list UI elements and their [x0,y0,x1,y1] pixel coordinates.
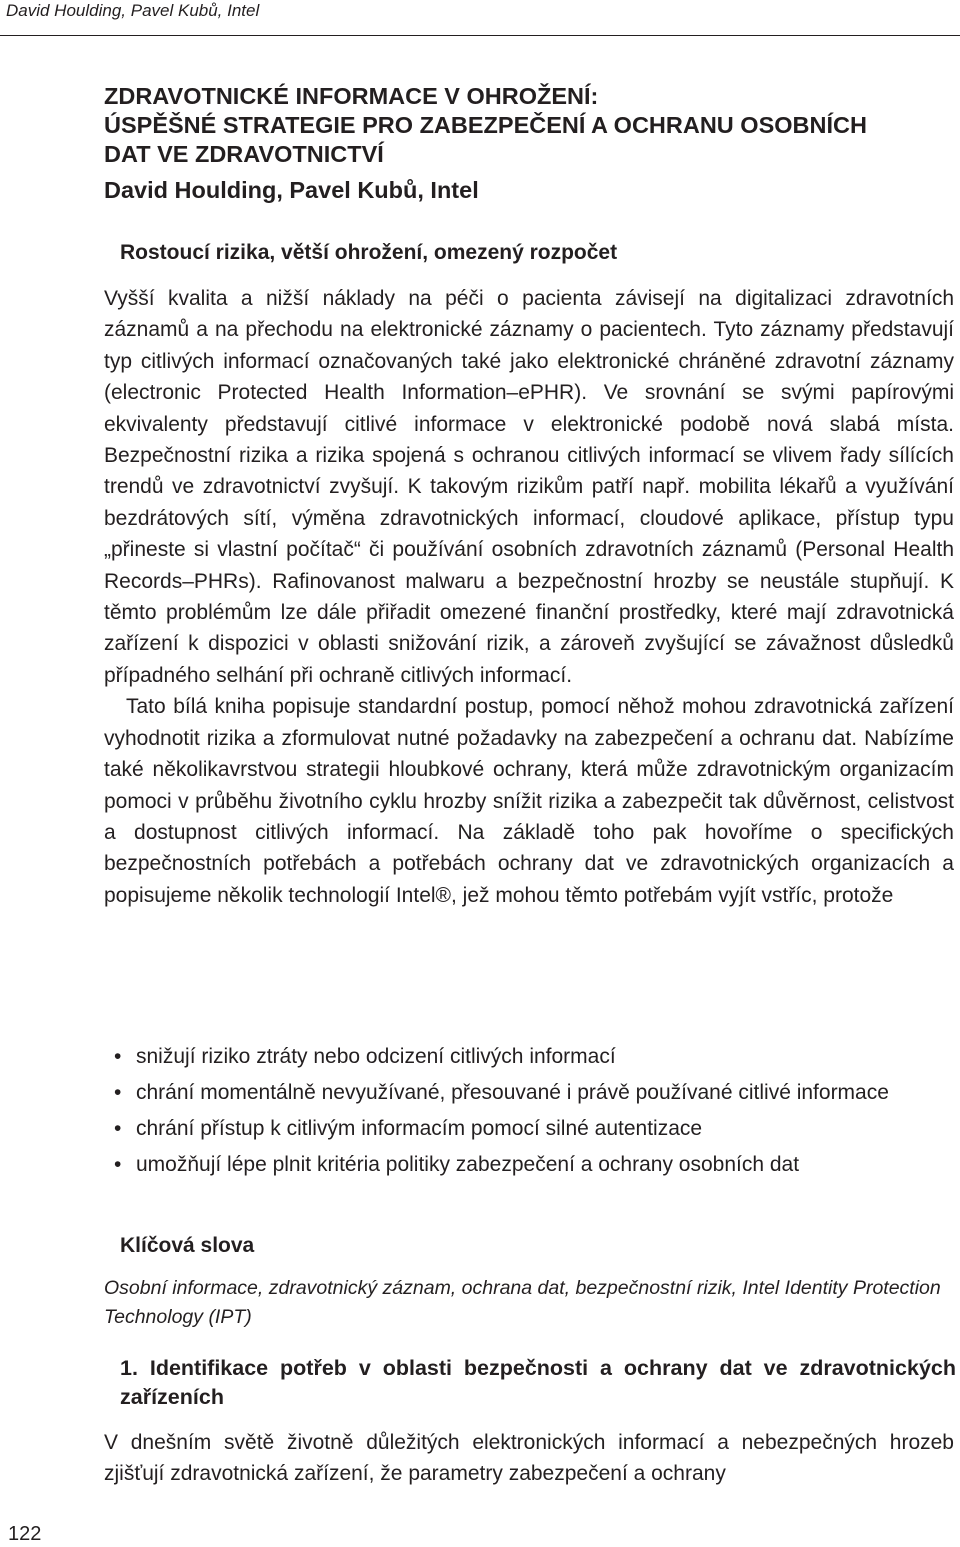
bullet-icon: • [114,1045,122,1068]
intro-heading: Rostoucí rizika, větší ohrožení, omezený rozpočet [120,241,618,264]
list-item [104,1150,954,1179]
article-title [104,82,934,169]
page-number: 122 [8,1523,42,1545]
article-authors: David Houlding, Pavel Kubů, Intel [104,177,479,203]
list-item-text: umožňují lépe plnit kritéria politiky zabezpečení a ochrany osobních dat [136,1153,800,1176]
list-item-text: chrání momentálně nevyužívané, přesouvané i právě používané citlivé informace [136,1081,889,1104]
bullet-icon: • [114,1081,122,1104]
intro-body [104,283,954,911]
bullet-icon: • [114,1117,122,1140]
list-item [104,1114,954,1143]
paragraph: Tato bílá kniha popisuje standardní postup, pomocí něhož mohou zdravotnická zařízení vyhodnotit rizika a zformulovat nutné požadavky na zabezpečení a ochranu dat. Nabízíme také několikavrstvou strategii hloubkové ochrany, která může zdravotnickým organizacím pomoci v průběhu životního cyklu hrozby snížit rizika a zabezpečit tak důvěrnost, celistvost a dostupnost citlivých informací. Na základě toho pak hovoříme o specifických bezpečnostních potřebách a potřebách ochrany dat ve zdravotnických organizacích a popisujeme několik technologií Intel®, jež mohou těmto potřebám vyjít vstříc, protože [104,695,954,907]
section-body [104,1427,954,1490]
article-title-line: DAT VE ZDRAVOTNICTVÍ [104,141,384,167]
list-item-text: snižují riziko ztráty nebo odcizení citlivých informací [136,1045,616,1068]
keywords-text: Osobní informace, zdravotnický záznam, ochrana dat, bezpečnostní rizik, Intel Identity Protection Technology (IPT) [104,1277,941,1328]
bullet-icon: • [114,1153,122,1176]
running-header: David Houlding, Pavel Kubů, Intel [6,1,260,20]
list-item [104,1078,954,1107]
header-divider [0,35,960,36]
benefits-list [104,1042,954,1186]
section-heading: 1. Identifikace potřeb v oblasti bezpečnosti a ochrany dat ve zdravotnických zařízeních [120,1356,956,1409]
paragraph: V dnešním světě životně důležitých elektronických informací a nebezpečných hrozeb zjišťují zdravotnická zařízení, že parametry zabezpečení a ochrany [104,1431,954,1486]
article-title-line: ZDRAVOTNICKÉ INFORMACE V OHROŽENÍ: [104,83,599,109]
list-item-text: chrání přístup k citlivým informacím pomocí silné autentizace [136,1117,703,1140]
paragraph: Vyšší kvalita a nižší náklady na péči o pacienta závisejí na digitalizaci zdravotních záznamů a na přechodu na elektronické záznamy o pacientech. Tyto záznamy představují typ citlivých informací označovaných také jako elektronické chráněné zdravotní záznamy (electronic Protected Health Information–ePHR). Ve srovnání se svými papírovými ekvivalenty představují citlivé informace v elektronické podobě nová slabá místa. Bezpečnostní rizika a rizika spojená s ochranou citlivých informací se vlivem řady sílících trendů ve zdravotnictví zvyšují. K takovým rizikům patří např. mobilita lékařů a využívání bezdrátových sítí, výměna zdravotnických informací, cloudové aplikace, přístup typu „přineste si vlastní počítač“ či používání osobních zdravotních záznamů (Personal Health Records–PHRs). Rafinovanost malwaru a bezpečnostní hrozby se neustále stupňují. K těmto problémům lze dále přiřadit omezené finanční prostředky, které mají zdravotnická zařízení k dispozici v oblasti snižování rizik, a zároveň zvyšující se závažnost důsledků případného selhání při ochraně citlivých informací. [104,287,954,687]
keywords-heading: Klíčová slova [120,1234,255,1257]
article-title-line: ÚSPĚŠNÉ STRATEGIE PRO ZABEZPEČENÍ A OCHRANU OSOBNÍCH [104,112,867,138]
list-item [104,1042,954,1071]
